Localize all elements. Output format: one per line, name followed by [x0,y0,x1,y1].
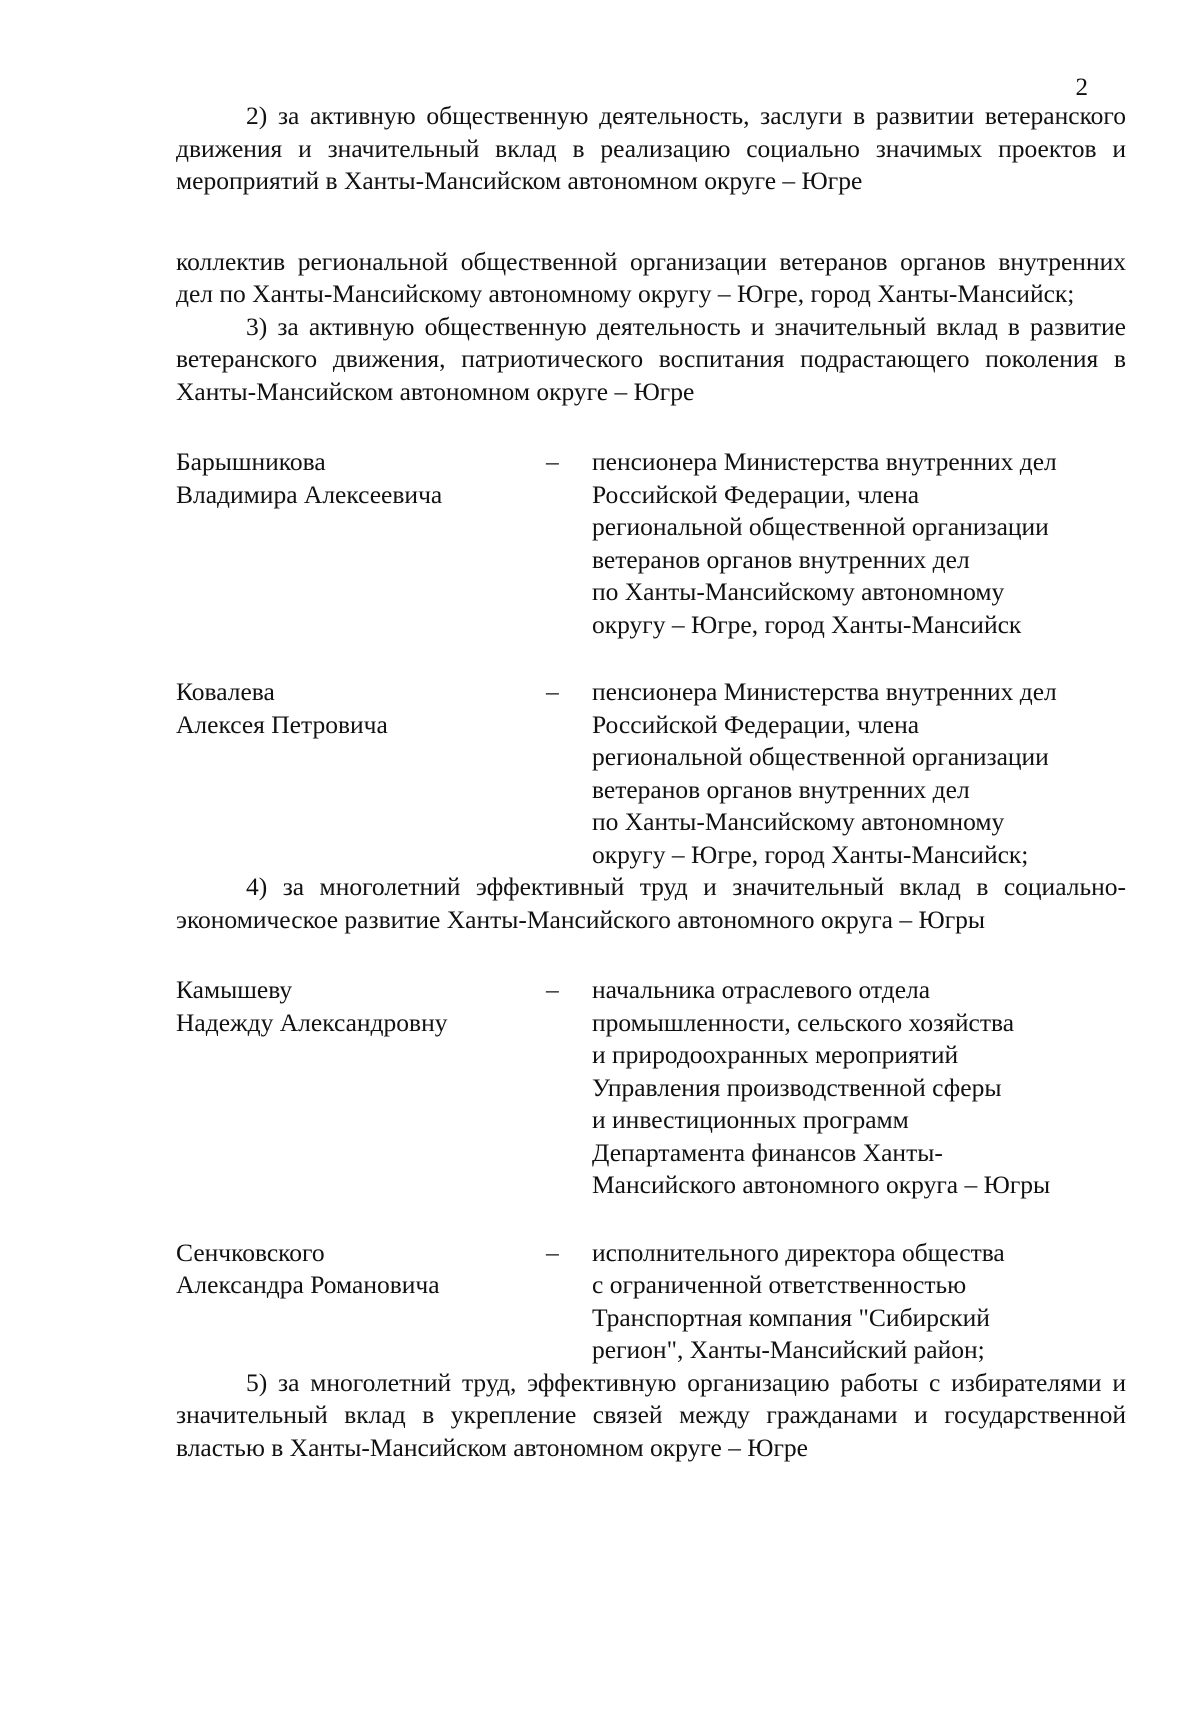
description-line: Управления производственной сферы [592,1072,1002,1102]
description-line: региональной общественной организации [592,742,1049,771]
awardee-description [592,1237,1126,1367]
description-line: пенсионера Министерства внутренних дел [592,677,1057,706]
awardee-description [592,974,1126,1202]
awardee-given-name: Владимира Алексеевича [176,479,443,509]
section-3-heading: 3) за активную общественную деятельность и значительный вклад в развитие ветеранского движения, патриотического воспитания подрастающего поколения в Ханты-Мансийском автономном округе – Югре [176,311,1126,406]
entry-dash: – [546,447,559,476]
section-2-recipient: коллектив региональной общественной организации ветеранов органов внутренних дел по Ханты-Мансийскому автономному округу – Югре, город Ханты-Мансийск; [176,246,1126,308]
description-line: и инвестиционных программ [592,1105,909,1134]
document-body [176,100,1126,1464]
section-5-heading: 5) за многолетний труд, эффективную организацию работы с избирателями и значительный вклад в укрепление связей между гражданами и государственной властью в Ханты-Мансийском автономном округе – Югре [176,1367,1126,1462]
description-line: округу – Югре, город Ханты-Мансийск; [592,839,1029,869]
awardee-surname: Барышникова [176,447,326,476]
description-line: с ограниченной ответственностью [592,1270,967,1299]
awardee-entry [176,1237,1126,1367]
description-line: пенсионера Министерства внутренних дел [592,447,1057,476]
awardee-description [592,676,1126,871]
awardee-entry [176,446,1126,641]
awardee-name [176,974,546,1039]
description-line: исполнительного директора общества [592,1237,1005,1267]
description-line: начальника отраслевого отдела [592,975,931,1004]
description-line: региональной общественной организации [592,512,1049,541]
entry-dash: – [546,1237,559,1267]
description-line: по Ханты-Мансийскому автономному [592,577,1005,606]
awardee-entry [176,974,1126,1202]
awardee-surname: Ковалева [176,677,275,706]
awardee-name [176,676,546,741]
entry-dash: – [546,677,559,706]
awardee-given-name: Александра Романовича [176,1270,440,1299]
description-line: Российской Федерации, члена [592,479,920,509]
awardee-name [176,1237,546,1302]
section-2-heading: 2) за активную общественную деятельность, заслуги в развитии ветеранского движения и значительный вклад в реализацию социально значимых проектов и мероприятий в Ханты-Мансийском автономном округе – Югре [176,101,1126,195]
description-line: Департамента финансов Ханты- [592,1137,943,1167]
description-line: Мансийского автономного округа – Югры [592,1170,1051,1199]
awardee-description [592,446,1126,641]
awardee-name [176,446,546,511]
description-line: ветеранов органов внутренних дел [592,544,970,574]
description-line: Российской Федерации, члена [592,709,920,739]
page-number: 2 [1075,74,1088,101]
entry-dash: – [546,975,559,1004]
awardee-surname: Камышеву [176,975,293,1004]
description-line: ветеранов органов внутренних дел [592,774,970,804]
description-line: Транспортная компания "Сибирский [592,1302,990,1332]
awardee-given-name: Алексея Петровича [176,709,388,739]
description-line: промышленности, сельского хозяйства [592,1007,1015,1037]
description-line: округу – Югре, город Ханты-Мансийск [592,609,1022,639]
awardee-given-name: Надежду Александровну [176,1007,448,1037]
awardee-surname: Сенчковского [176,1237,325,1267]
section-4-heading: 4) за многолетний эффективный труд и значительный вклад в социально-экономическое развитие Ханты-Мансийского автономного округа – Югры [176,872,1126,934]
description-line: регион", Ханты-Мансийский район; [592,1335,985,1364]
description-line: по Ханты-Мансийскому автономному [592,807,1005,836]
awardee-entry [176,676,1126,871]
description-line: и природоохранных мероприятий [592,1040,959,1069]
